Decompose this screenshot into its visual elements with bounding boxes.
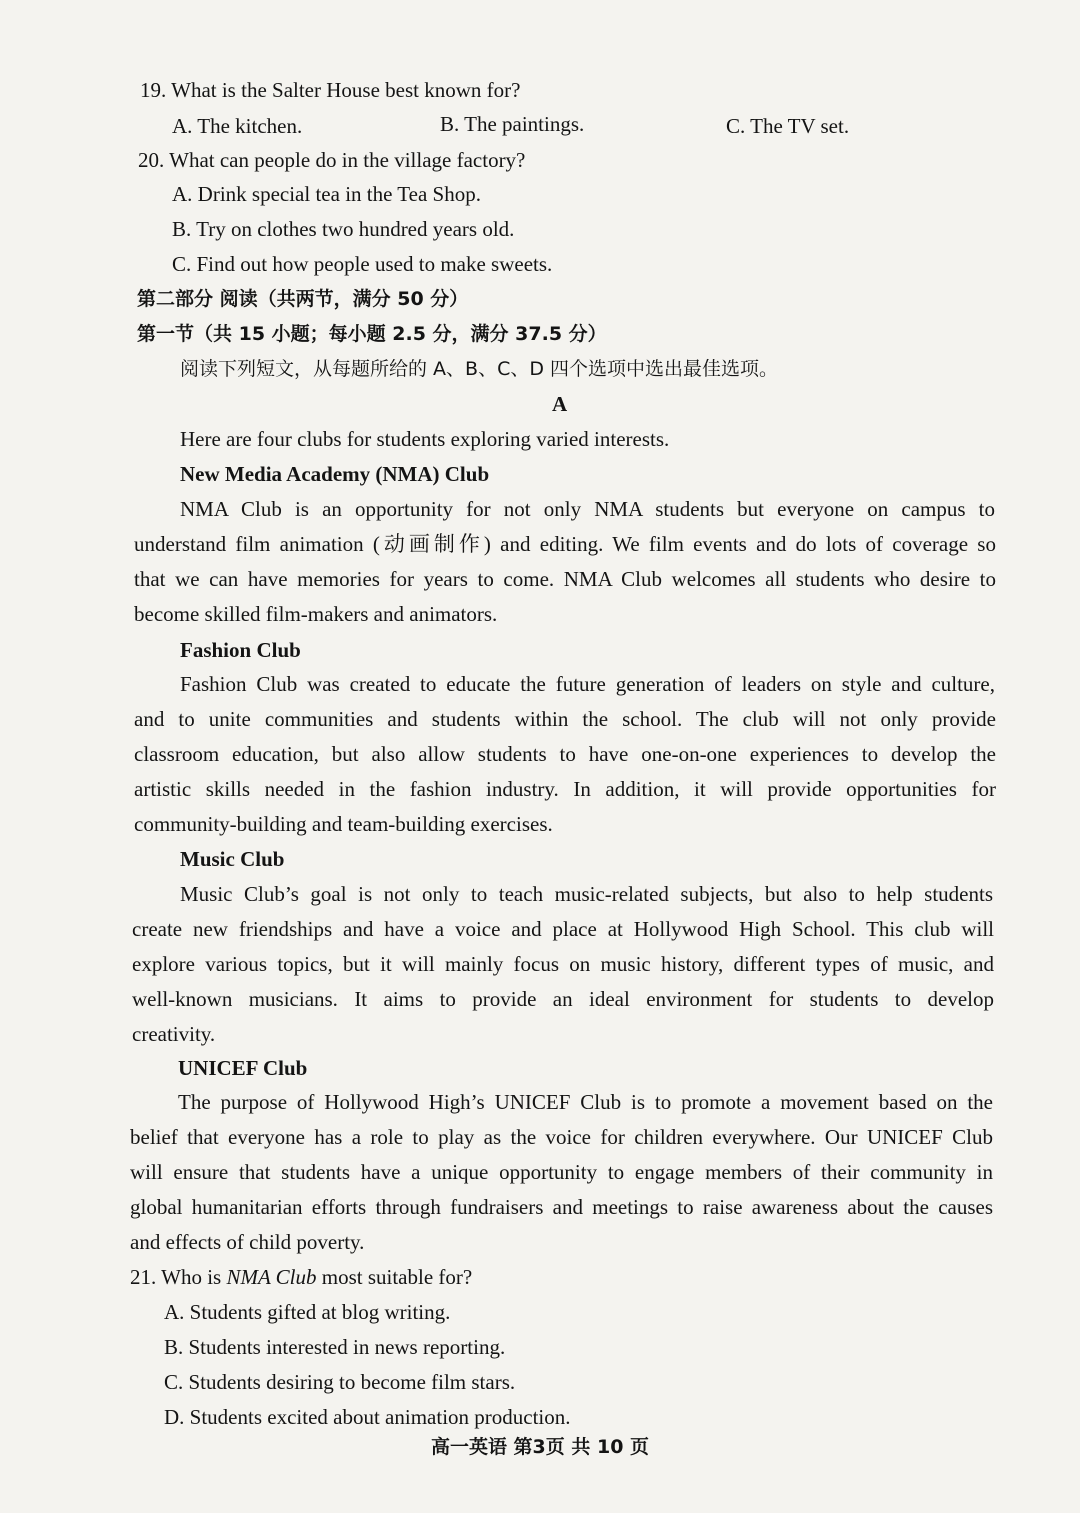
nma-club-title: New Media Academy (NMA) Club [180, 462, 490, 486]
music-club-line: creativity. [132, 1022, 216, 1046]
question-21-stem-prefix: 21. Who is [130, 1265, 227, 1289]
music-club-title: Music Club [180, 847, 285, 871]
nma-club-line: NMA Club is an opportunity for not only NMA students but everyone on campus to [180, 497, 995, 521]
question-20-option-c: C. Find out how people used to make sweets. [172, 252, 553, 276]
passage-intro: Here are four clubs for students exploring varied interests. [180, 427, 670, 451]
part-two-heading: 第二部分 阅读（共两节，满分 50 分） [137, 288, 469, 310]
question-21-stem-italic: NMA Club [226, 1265, 317, 1289]
unicef-club-line: global humanitarian efforts through fundraisers and meetings to raise awareness about the causes [130, 1195, 993, 1219]
music-club-line: Music Club’s goal is not only to teach music-related subjects, but also to help students [180, 882, 993, 906]
nma-club-line: understand film animation (动画制作) and editing. We film events and do lots of coverage so [134, 532, 996, 556]
fashion-club-line: classroom education, but also allow students to have one-on-one experiences to develop the [134, 742, 996, 766]
nma-club-line: become skilled film-makers and animators. [134, 602, 498, 626]
fashion-club-line: and to unite communities and students within the school. The club will not only provide [134, 707, 996, 731]
unicef-club-line: and effects of child poverty. [130, 1230, 365, 1254]
unicef-club-line: will ensure that students have a unique opportunity to engage members of their community in [130, 1160, 993, 1184]
question-21-option-a: A. Students gifted at blog writing. [164, 1300, 451, 1324]
question-19-option-b: B. The paintings. [440, 112, 585, 136]
question-21-stem [130, 1263, 472, 1291]
question-20-option-a: A. Drink special tea in the Tea Shop. [172, 182, 481, 206]
question-19-option-a: A. The kitchen. [172, 114, 303, 138]
page-footer: 高一英语 第3页 共 10 页 [430, 1436, 650, 1458]
question-21-stem-suffix: most suitable for? [316, 1265, 473, 1289]
fashion-club-line: artistic skills needed in the fashion industry. In addition, it will provide opportunities for [134, 777, 996, 801]
music-club-line: explore various topics, but it will mainly focus on music history, different types of music, and [132, 952, 994, 976]
unicef-club-line: belief that everyone has a role to play as the voice for children everywhere. Our UNICEF Club [130, 1125, 993, 1149]
unicef-club-line: The purpose of Hollywood High’s UNICEF Club is to promote a movement based on the [178, 1090, 993, 1114]
question-19-stem: 19. What is the Salter House best known for? [140, 78, 521, 102]
section-one-heading: 第一节（共 15 小题；每小题 2.5 分，满分 37.5 分） [137, 323, 607, 345]
question-21-option-d: D. Students excited about animation production. [164, 1405, 571, 1429]
fashion-club-line: Fashion Club was created to educate the future generation of leaders on style and culture, [180, 672, 995, 696]
question-20-stem: 20. What can people do in the village factory? [138, 148, 526, 172]
music-club-line: create new friendships and have a voice and place at Hollywood High School. This club will [132, 917, 994, 941]
fashion-club-line: community-building and team-building exercises. [134, 812, 553, 836]
passage-letter: A [552, 392, 568, 416]
reading-instruction: 阅读下列短文，从每题所给的 A、B、C、D 四个选项中选出最佳选项。 [180, 358, 779, 380]
music-club-line: well-known musicians. It aims to provide an ideal environment for students to develop [132, 987, 994, 1011]
question-19-option-c: C. The TV set. [726, 114, 850, 138]
fashion-club-title: Fashion Club [180, 638, 301, 662]
nma-club-line: that we can have memories for years to come. NMA Club welcomes all students who desire to [134, 567, 996, 591]
question-21-option-c: C. Students desiring to become film stars. [164, 1370, 516, 1394]
unicef-club-title: UNICEF Club [178, 1056, 308, 1080]
question-20-option-b: B. Try on clothes two hundred years old. [172, 217, 515, 241]
question-21-option-b: B. Students interested in news reporting. [164, 1335, 506, 1359]
